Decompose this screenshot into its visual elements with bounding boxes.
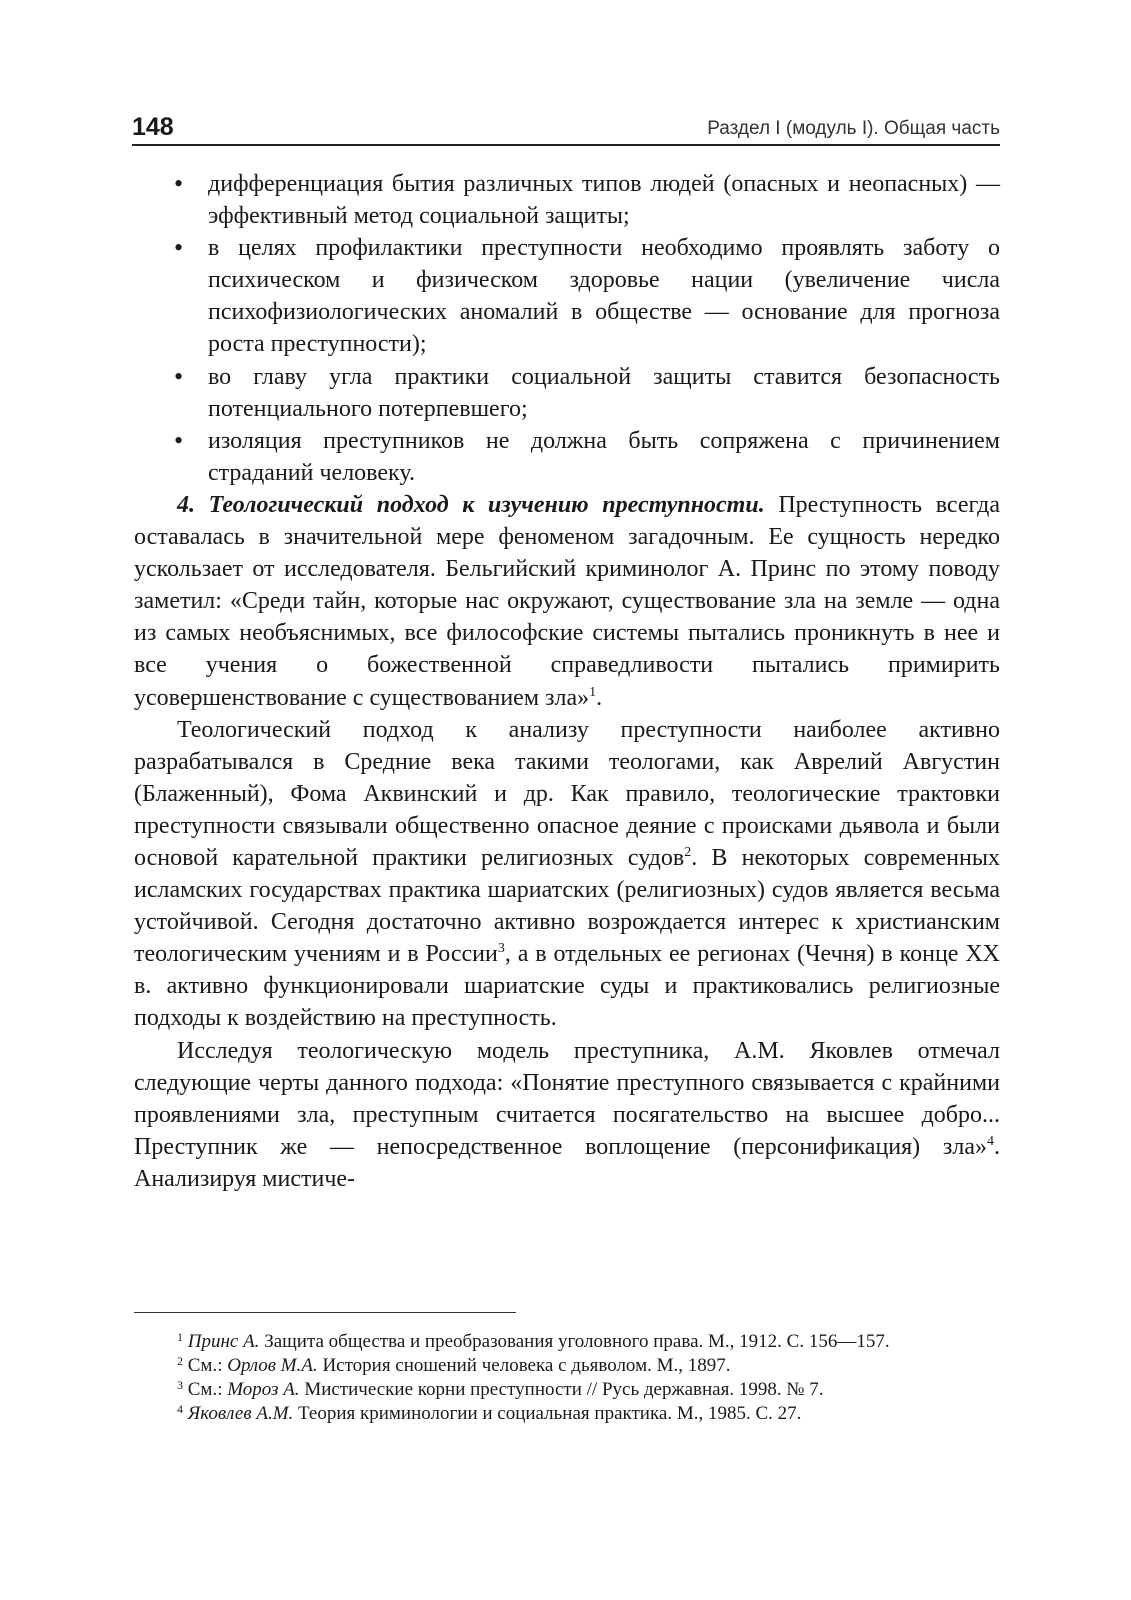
footnote-ref[interactable]: 4: [987, 1133, 994, 1149]
footnote-author: Принс А.: [187, 1331, 260, 1352]
paragraph-yakovlev: [134, 1035, 1000, 1195]
running-head: Раздел I (модуль I). Общая часть: [707, 118, 1000, 139]
list-item: • дифференциация бытия различных типов людей (опасных и неопасных) — эффективный метод социальной защиты;: [134, 168, 1000, 232]
footnote: [134, 1378, 1000, 1402]
footnote-prefix: См.:: [187, 1355, 228, 1376]
list-item: • в целях профилактики преступности необходимо проявлять заботу о психическом и физическом здоровье нации (увеличение числа психофизиологических аномалий в обществе — основание для прогноза роста преступности);: [134, 232, 1000, 360]
paragraph-theology: [134, 714, 1000, 1035]
footnote-number: 3: [177, 1378, 183, 1392]
list-item: • во главу угла практики социальной защиты ставится безопасность потенциального потерпевшего;: [134, 361, 1000, 425]
footnote-author: Мороз А.: [227, 1379, 300, 1400]
footnote-divider: [134, 1312, 516, 1313]
paragraph-text: . Анализируя мистиче-: [134, 1133, 1000, 1192]
footnote-text: Мистические корни преступности // Русь державная. 1998. № 7.: [299, 1379, 824, 1400]
footnotes: [134, 1330, 1000, 1426]
page-header: [132, 108, 1000, 146]
footnote-ref[interactable]: 1: [589, 684, 597, 700]
page-number: 148: [132, 113, 174, 141]
footnote-author: Орлов М.А.: [227, 1355, 318, 1376]
footnote-text: История сношений человека с дьяволом. М., 1897.: [317, 1355, 731, 1376]
footnote-ref[interactable]: 2: [684, 844, 692, 860]
bullet-list: [134, 168, 1000, 489]
footnote-author: Яковлев А.М.: [187, 1403, 294, 1424]
paragraph-text: Теологический подход к анализу преступности наиболее активно разрабатывался в Средние века такими теологами, как Аврелий Августин (Блаженный), Фома Аквинский и др. Как правило, теологические трактовки преступности связывали общественно опасное деяние с происками дьявола и были основой карательной практики религиозных судов: [134, 716, 1000, 871]
paragraph-text: Исследуя теологическую модель преступника, А.М. Яковлев отмечал следующие черты данного подхода: «Понятие преступного связывается с крайними проявлениями зла, преступным считается посягательство на высшее добро... Преступник же — непосредственное воплощение (персонификация) зла»: [134, 1037, 1000, 1160]
list-item: • изоляция преступников не должна быть сопряжена с причинением страданий человеку.: [134, 425, 1000, 489]
footnote-number: 4: [177, 1402, 183, 1416]
footnote: [134, 1330, 1000, 1354]
paragraph-text: . В некоторых современных исламских государствах практика шариатских (религиозных) судов является весьма устойчивой. Сегодня достаточно активно возрождается интерес к христианским теологическим учениям и в России: [134, 844, 1000, 968]
paragraph-text: , а в отдельных ее регионах (Чечня) в конце XX в. активно функционировали шариатские суды и практиковались религиозные подходы к воздействию на преступность.: [134, 941, 1000, 1032]
footnote: [134, 1402, 1000, 1426]
footnote-ref[interactable]: 3: [497, 941, 505, 957]
footnote-prefix: См.:: [187, 1379, 228, 1400]
footnote-number: 1: [177, 1330, 183, 1344]
paragraph-section-4: [134, 489, 1000, 714]
paragraph-text: .: [596, 684, 603, 711]
footnote: [134, 1354, 1000, 1378]
section-heading: 4. Теологический подход к изучению преступности.: [177, 491, 765, 518]
paragraph-text: Преступность всегда оставалась в значительной мере феноменом загадочным. Ее сущность нередко ускользает от исследователя. Бельгийский криминолог А. Принс по этому поводу заметил: «Среди тайн, которые нас окружают, существование зла на земле — одна из самых необъяснимых, все философские системы пытались проникнуть в нее и все учения о божественной справедливости пытались примирить усовершенствование с существованием зла»: [134, 491, 1001, 711]
footnote-number: 2: [177, 1354, 183, 1368]
footnote-text: Теория криминологии и социальная практика. М., 1985. С. 27.: [293, 1403, 802, 1424]
footnote-text: Защита общества и преобразования уголовного права. М., 1912. С. 156—157.: [259, 1331, 890, 1352]
main-text: [134, 168, 1000, 1195]
